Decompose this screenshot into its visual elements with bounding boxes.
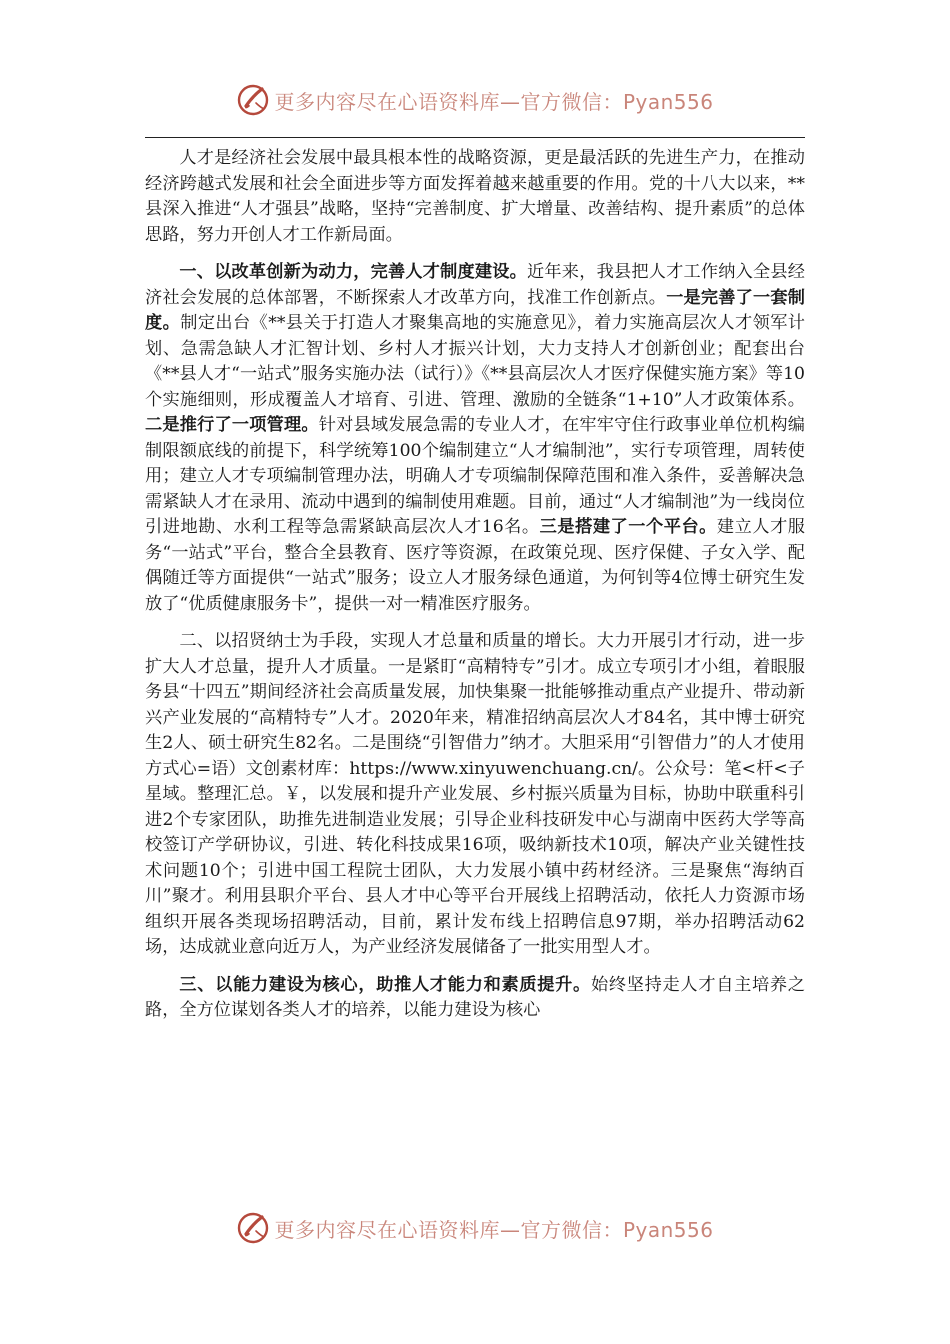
section-1-text-3: 针对县域发展急需的专业人才，在牢牢守住行政事业单位机构编制限额底线的前提下，科学统筹100个编制建立“人才编制池”，实行专项管理，周转使用；建立人才专项编制管理办法，明确人才专项编制保障范围和准入条件，妥善解决急需紧缺人才在录用、流动中遇到的编制使用难题。目前，通过“人才编制池”为一线岗位引进地勘、水利工程等急需紧缺高层次人才16名。 (145, 415, 805, 537)
section-1-point-2: 二是推行了一项管理。 (145, 415, 319, 435)
section-2-paragraph (145, 629, 805, 961)
brush-logo-icon (236, 83, 270, 117)
header-divider (145, 137, 805, 138)
section-3-text: 始终坚持走人才自主培养之路，全方位谋划各类人才的培养，以能力建设为核心 (145, 974, 805, 1020)
footer-banner-text: 更多内容尽在心语资料库—官方微信：Pyan556 (274, 1217, 714, 1242)
section-1-paragraph (145, 260, 805, 617)
section-1-text-2: 制定出台《**县关于打造人才聚集高地的实施意见》，着力实施高层次人才领军计划、急需急缺人才汇智计划、乡村人才振兴计划，大力支持人才创新创业；配套出台《**县人才“一站式”服务实施办法（试行）》《**县高层次人才医疗保健实施方案》等10个实施细则，形成覆盖人才培育、引进、管理、激励的全链条“1+10”人才政策体系。 (145, 313, 805, 410)
intro-paragraph (145, 146, 805, 248)
section-3-paragraph (145, 973, 805, 1024)
section-2-text: 二、以招贤纳士为手段，实现人才总量和质量的增长。大力开展引才行动，进一步扩大人才总量，提升人才质量。一是紧盯“高精特专”引才。成立专项引才小组，着眼服务县“十四五”期间经济社会高质量发展，加快集聚一批能够推动重点产业提升、带动新兴产业发展的“高精特专”人才。2020年来，精准招纳高层次人才84名，其中博士研究生2人、硕士研究生82名。二是围绕“引智借力”纳才。大胆采用“引智借力”的人才使用方式心=语）文创素材库：https://www.xinyuwenchuang.cn/。公众号：笔<杆<子星域。整理汇总。￥，以发展和提升产业发展、乡村振兴质量为目标，协助中联重科引进2个专家团队，助推先进制造业发展；引导企业科技研发中心与湖南中医药大学等高校签订产学研协议，引进、转化科技成果16项，吸纳新技术10项，解决产业关键性技术问题10个；引进中国工程院士团队，大力发展小镇中药材经济。三是聚焦“海纳百川”聚才。利用县职介平台、县人才中心等平台开展线上招聘活动，依托人力资源市场组织开展各类现场招聘活动，目前，累计发布线上招聘信息97期，举办招聘活动62场，达成就业意向近万人，为产业经济发展储备了一批实用型人才。 (145, 631, 805, 957)
brush-logo-icon (236, 1211, 270, 1245)
section-1-point-3: 三是搭建了一个平台。 (539, 517, 717, 537)
header-banner-text: 更多内容尽在心语资料库—官方微信：Pyan556 (274, 89, 714, 114)
intro-text: 人才是经济社会发展中最具根本性的战略资源，更是最活跃的先进生产力，在推动经济跨越式发展和社会全面进步等方面发挥着越来越重要的作用。党的十八大以来，**县深入推进“人才强县”战略，坚持“完善制度、扩大增量、改善结构、提升素质”的总体思路，努力开创人才工作新局面。 (145, 148, 805, 245)
article-body (145, 146, 805, 1036)
header-banner (0, 80, 950, 120)
footer-banner (0, 1208, 950, 1248)
section-1-text-1: 近年来，我县把人才工作纳入全县经济社会发展的总体部署，不断探索人才改革方向，找准工作创新点。 (145, 262, 805, 308)
section-1-heading: 一、以改革创新为动力，完善人才制度建设。 (179, 262, 528, 282)
section-1-point-1: 一是完善了一套制度。 (145, 287, 805, 333)
section-1-text-4: 建立人才服务“一站式”平台，整合全县教育、医疗等资源，在政策兑现、医疗保健、子女入学、配偶随迁等方面提供“一站式”服务；设立人才服务绿色通道，为何钊等4位博士研究生发放了“优质健康服务卡”，提供一对一精准医疗服务。 (145, 517, 805, 614)
section-3-heading: 三、以能力建设为核心，助推人才能力和素质提升。 (179, 974, 591, 995)
